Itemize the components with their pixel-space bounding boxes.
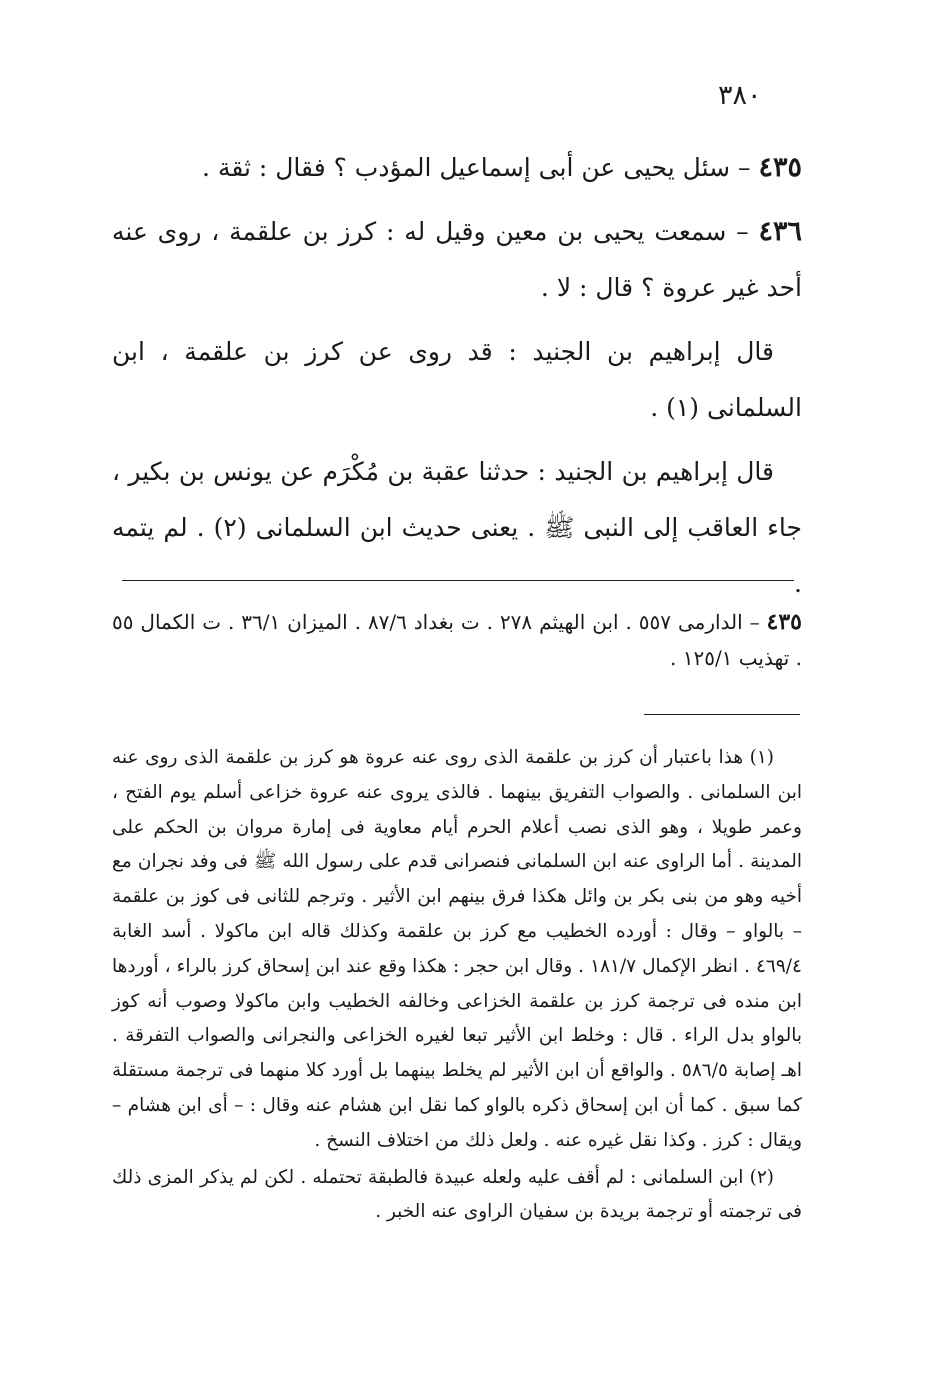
reference-entry xyxy=(112,604,802,676)
footnote-1 xyxy=(112,741,802,1159)
paragraph xyxy=(112,444,802,612)
entry-435 xyxy=(112,140,802,196)
footnote-2 xyxy=(112,1161,802,1231)
entry-number: ٤٣٦ xyxy=(758,216,802,247)
footnotes xyxy=(112,741,802,1230)
page-number: ٣٨٠ xyxy=(718,80,762,111)
paragraph-text: قال إبراهيم بن الجنيد : حدثنا عقبة بن مُكْرَم عن يونس بن بكير ، جاء العاقب إلى النبى ﷺ . يعنى حديث ابن السلمانى (٢) . لم يتمه . xyxy=(112,457,802,598)
reference-text: – الدارمى ٥٥٧ . ابن الهيثم ٢٧٨ . ت بغداد ٨٧/٦ . الميزان ٣٦/١ . ت الكمال ٥٥ . تهذيب ١٢٥/١ . xyxy=(112,610,802,670)
entry-number: ٤٣٥ xyxy=(758,152,802,183)
paragraph-text: قال إبراهيم بن الجنيد : قد روى عن كرز بن علقمة ، ابن السلمانى (١) . xyxy=(112,337,802,422)
entry-text: – سئل يحيى عن أبى إسماعيل المؤدب ؟ فقال : ثقة . xyxy=(202,153,759,182)
divider xyxy=(122,580,794,581)
footnote-text: (٢) ابن السلمانى : لم أقف عليه ولعله عبيدة فالطبقة تحتمله . لكن لم يذكر المزى ذلك فى ترجمته أو ترجمة بريدة بن سفيان الراوى عنه الخبر . xyxy=(112,1166,802,1223)
references-block xyxy=(112,604,802,676)
footnote-text: (١) هذا باعتبار أن كرز بن علقمة الذى روى عنه عروة هو كرز بن علقمة الذى روى عنه ابن السلمانى . والصواب التفريق بينهما . فالذى يروى عنه عروة خزاعى أسلم يوم الفتح ، وعمر طويلا ، وهو الذى نصب أعلام الحرم أيام معاوية فى إمارة مروان بن الحكم على المدينة . أما الراوى عنه ابن السلمانى فنصرانى قدم على رسول الله ﷺ فى وفد نجران مع أخيه وهو من بنى بكر بن وائل هكذا فرق بينهم ابن الأثير . وترجم للثانى فى كوز بن علقمة – بالواو – وقال : أورده الخطيب مع كرز بن علقمة وكذلك قاله ابن ماكولا . أسد الغابة ٤٦٩/٤ . انظر الإكمال ١٨١/٧ . وقال ابن حجر : هكذا وقع عند ابن إسحاق كرز بالراء ، أوردها ابن منده فى ترجمة كرز بن علقمة الخزاعى وخالفه الخطيب وابن ماكولا وصوب أنه كوز بالواو بدل الراء . قال : وخلط ابن الأثير تبعا لغيره الخزاعى والنجرانى والصواب التفرقة . اهـ إصابة ٥٨٦/٥ . والواقع أن ابن الأثير لم يخلط بينهما بل أورد كلا منهما فى ترجمة مستقلة كما سبق . كما أن ابن إسحاق ذكره بالواو كما نقل ابن هشام عنه وقال : – أى ابن هشام – ويقال : كرز . وكذا نقل غيره عنه . ولعل ذلك من اختلاف النسخ . xyxy=(112,747,802,1151)
entry-text: – سمعت يحيى بن معين وقيل له : كرز بن علقمة ، روى عنه أحد غير عروة ؟ قال : لا . xyxy=(112,217,802,302)
reference-number: ٤٣٥ xyxy=(766,609,802,635)
main-text xyxy=(112,140,802,620)
entry-436 xyxy=(112,204,802,316)
paragraph xyxy=(112,324,802,436)
footnote-divider xyxy=(644,714,800,715)
